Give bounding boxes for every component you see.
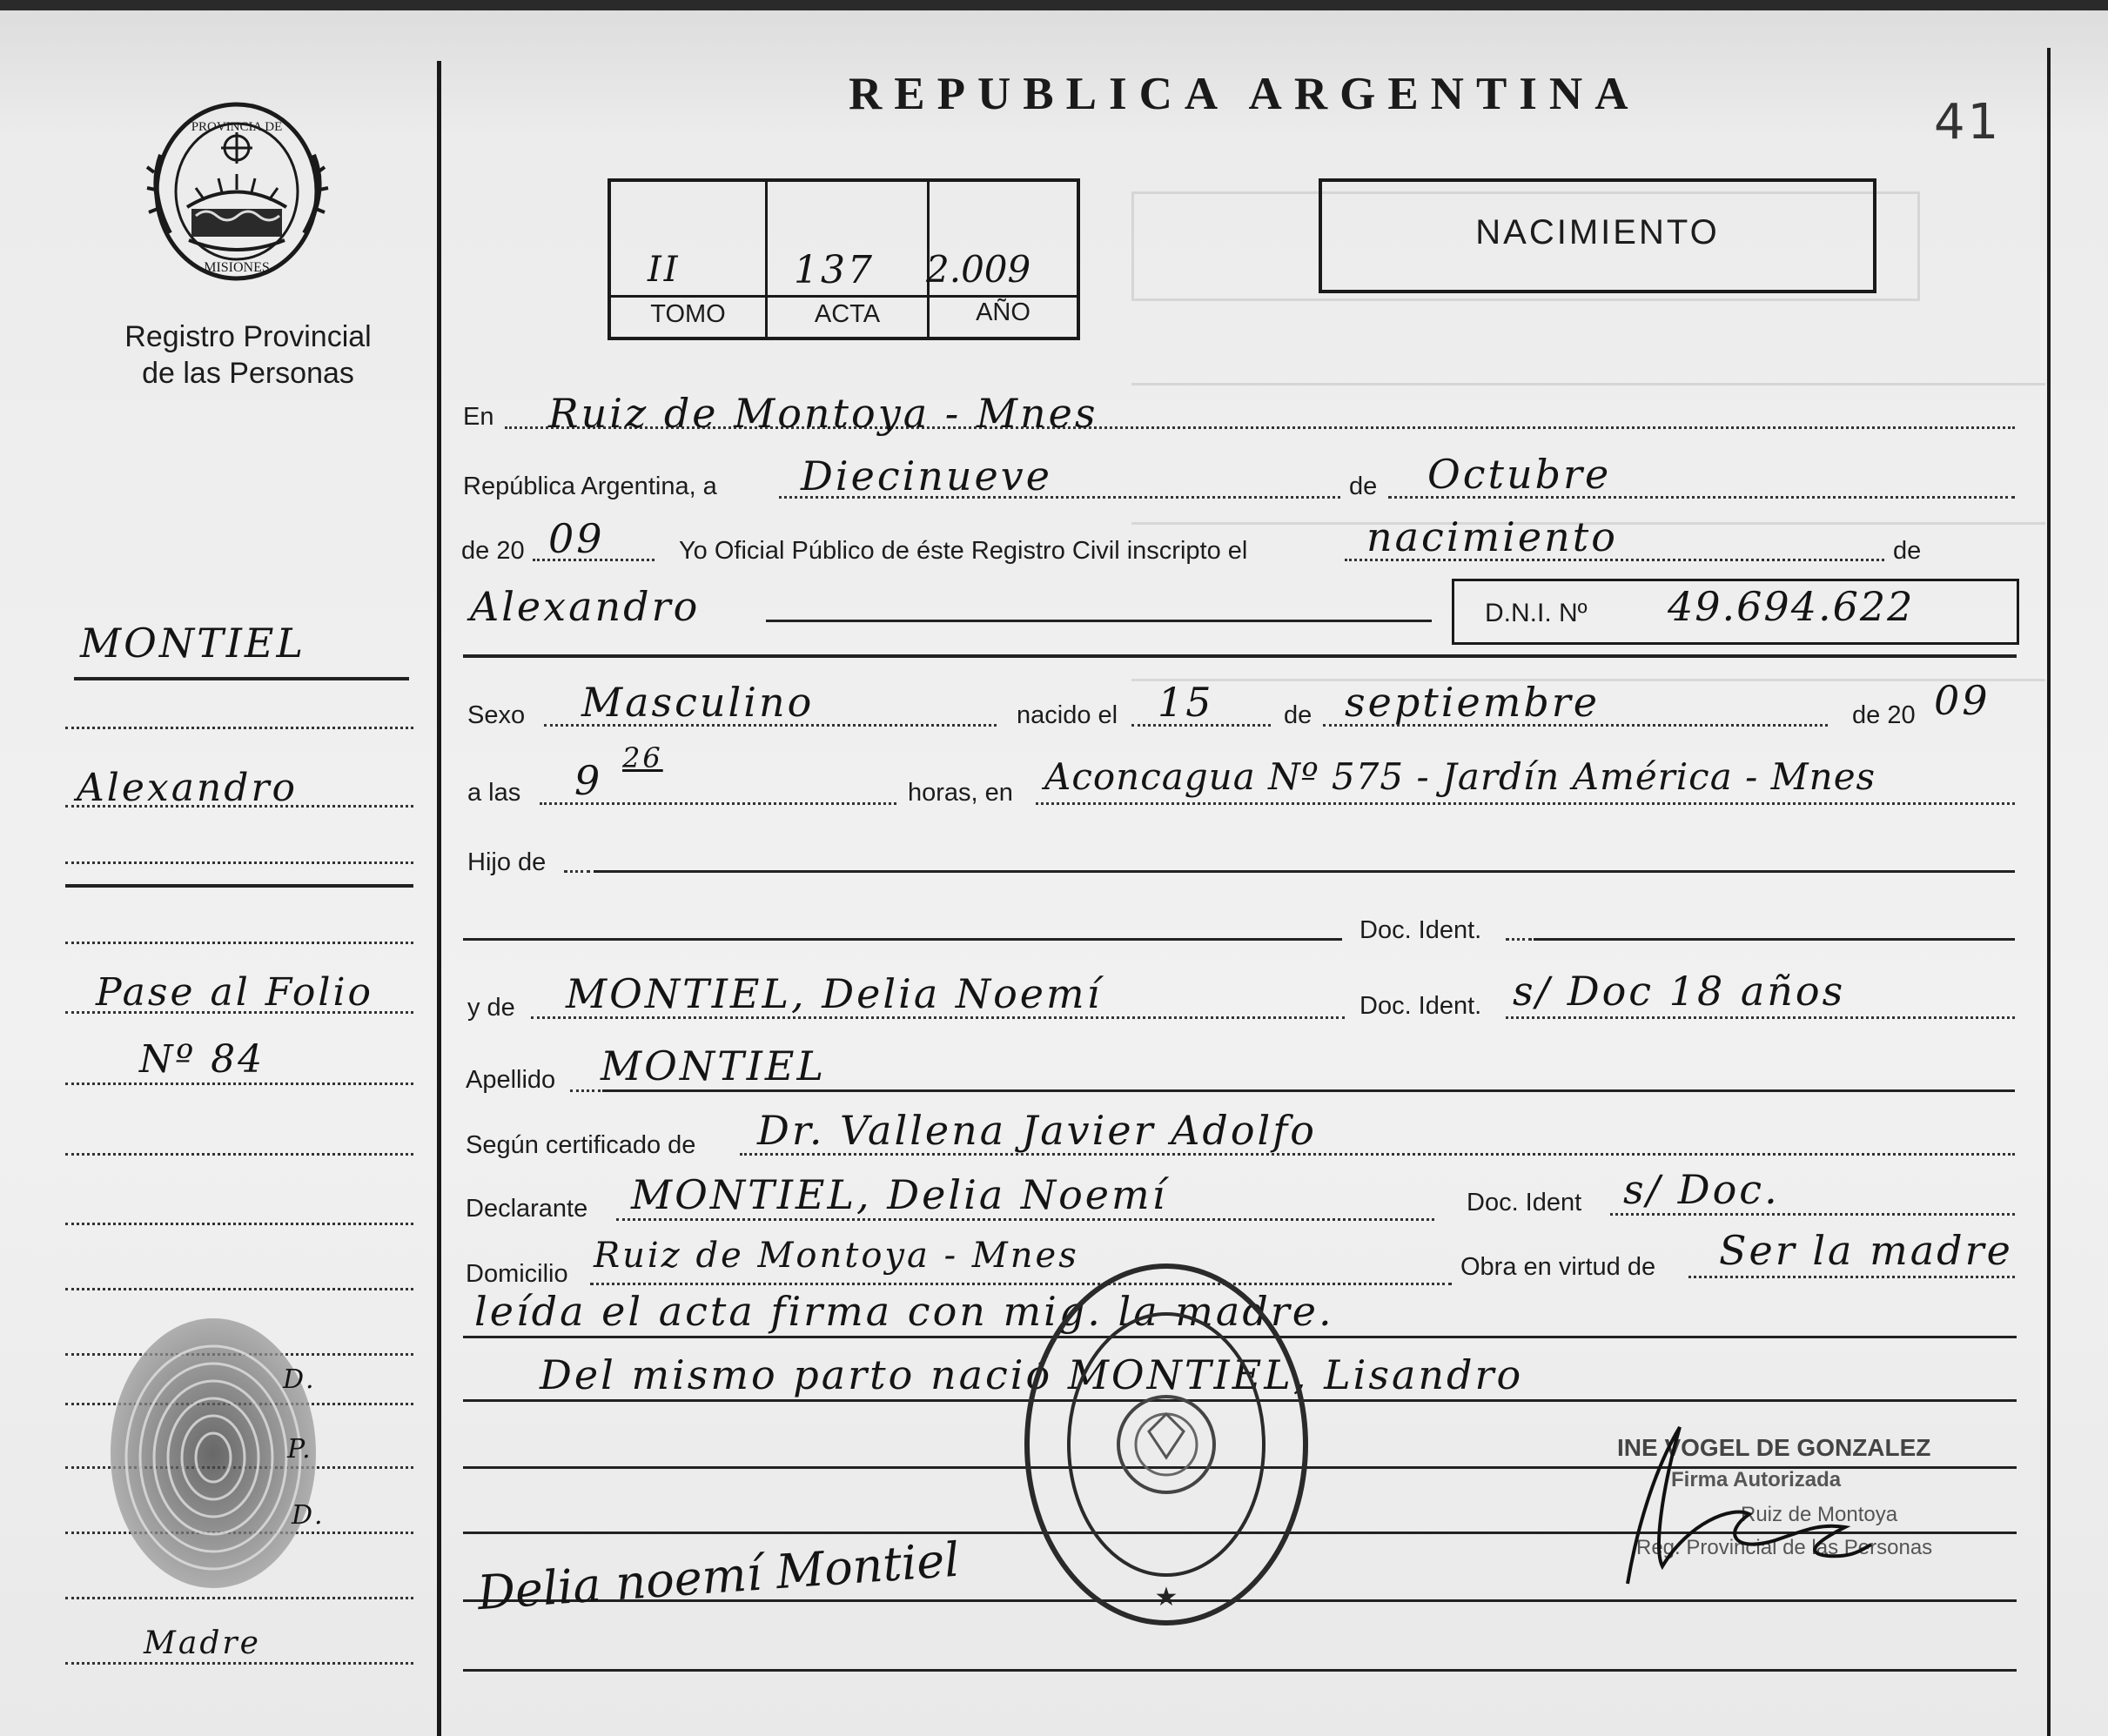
madre-value: MONTIEL, Delia Noemí xyxy=(566,970,1103,1017)
de-label-3: de xyxy=(1284,701,1312,729)
certificado-value: Dr. Vallena Javier Adolfo xyxy=(757,1107,1317,1154)
tomo-label: TOMO xyxy=(650,300,726,328)
margin-line xyxy=(65,1662,413,1665)
form-line xyxy=(1506,1016,2015,1019)
inscripto-value: nacimiento xyxy=(1366,513,1618,560)
nacido-mes-value: septiembre xyxy=(1345,679,1600,726)
margin-line xyxy=(65,1153,413,1156)
margin-line xyxy=(65,1597,413,1599)
hijo-label: Hijo de xyxy=(467,848,547,876)
domicilio-value: Ruiz de Montoya - Mnes xyxy=(594,1236,1079,1276)
declarante-doc-value: s/ Doc. xyxy=(1623,1166,1780,1213)
official-office: Ruiz de Montoya xyxy=(1741,1503,1898,1526)
doc-ident-label-2: Doc. Ident. xyxy=(1359,992,1482,1020)
anio-value: 2.009 xyxy=(926,248,1031,291)
record-type-box xyxy=(1319,178,1876,293)
dni-value: 49.694.622 xyxy=(1668,583,1915,630)
declarante-label: Declarante xyxy=(466,1195,588,1223)
apellido-value: MONTIEL xyxy=(601,1042,827,1089)
official-name: INE VOGEL DE GONZALEZ xyxy=(1617,1434,1931,1461)
record-type-label: NACIMIENTO xyxy=(1475,213,1720,251)
form-line xyxy=(463,1669,2017,1672)
top-edge-shadow xyxy=(0,0,2108,10)
page-number: 41 xyxy=(1934,94,2002,151)
margin-line xyxy=(65,727,413,729)
margin-line xyxy=(65,884,413,888)
sexo-value: Masculino xyxy=(581,679,815,726)
acta-label: ACTA xyxy=(814,300,881,328)
de20-label: de 20 xyxy=(461,537,525,565)
margin-nombre: Alexandro xyxy=(77,766,298,810)
de-label-2: de xyxy=(1893,537,1922,565)
margin-line xyxy=(74,677,409,680)
country-heading: REPUBLICA ARGENTINA xyxy=(849,69,1641,119)
segun-label: Según certificado de xyxy=(466,1131,696,1159)
en-label: En xyxy=(463,403,494,431)
margin-d-label: D. xyxy=(283,1364,317,1395)
nacido-label: nacido el xyxy=(1017,701,1118,729)
form-line xyxy=(616,1218,1434,1221)
de-label: de xyxy=(1349,473,1378,500)
margin-line xyxy=(65,1082,413,1085)
margin-line xyxy=(65,1288,413,1290)
margin-pase-folio: Pase al Folio xyxy=(96,970,374,1015)
margin-apellido: MONTIEL xyxy=(80,620,306,667)
margin-d2-label: D. xyxy=(292,1500,326,1531)
mes-value: Octubre xyxy=(1427,451,1612,498)
nota-1: leída el acta firma con mig. la madre. xyxy=(474,1288,1334,1335)
form-line xyxy=(463,654,2017,658)
sexo-label: Sexo xyxy=(467,701,526,729)
form-line xyxy=(564,870,590,873)
registry-delegation-stamp xyxy=(1018,1253,1314,1636)
madre-doc-value: s/ Doc 18 años xyxy=(1513,968,1846,1015)
doc-ident-label-3: Doc. Ident xyxy=(1467,1189,1582,1217)
form-line xyxy=(1506,938,1532,941)
hora-min-value: 26 xyxy=(622,741,663,774)
oficial-label: Yo Oficial Público de éste Registro Civil inscripto el xyxy=(679,537,1248,565)
dia-value: Diecinueve xyxy=(801,452,1052,499)
obra-label: Obra en virtud de xyxy=(1460,1253,1656,1281)
tomo-value: II xyxy=(648,250,681,290)
margin-line xyxy=(65,1223,413,1225)
acta-value: 137 xyxy=(794,248,875,292)
yde-label: y de xyxy=(467,994,515,1022)
doc-ident-label: Doc. Ident. xyxy=(1359,916,1482,944)
nacido-dia-value: 15 xyxy=(1158,679,1214,726)
registry-name-line1: Registro Provincial xyxy=(124,320,372,353)
official-title: Firma Autorizada xyxy=(1671,1468,1842,1491)
lugar-value: Aconcagua Nº 575 - Jardín América - Mnes xyxy=(1044,755,1876,798)
margin-divider-line xyxy=(437,61,441,1736)
svg-text:★: ★ xyxy=(1154,1582,1178,1612)
form-line xyxy=(1534,938,2015,941)
de20-label-2: de 20 xyxy=(1852,701,1916,729)
margin-madre-label: Madre xyxy=(144,1625,261,1661)
form-line xyxy=(602,1089,2015,1092)
declarante-signature: Delia noemí Montiel xyxy=(475,1532,962,1621)
republica-label: República Argentina, a xyxy=(463,473,717,500)
form-line xyxy=(1036,802,2015,805)
form-line xyxy=(1610,1213,2015,1216)
seal-bottom-text: MISIONES xyxy=(204,260,270,275)
horas-label: horas, en xyxy=(908,779,1013,807)
dni-label: D.N.I. Nº xyxy=(1485,599,1588,627)
misiones-coat-of-arms-icon xyxy=(144,94,331,290)
dni-box xyxy=(1452,579,2019,645)
seal-top-text: PROVINCIA DE xyxy=(191,120,283,134)
obra-value: Ser la madre xyxy=(1719,1227,2013,1274)
margin-folio-number: Nº 84 xyxy=(139,1037,265,1082)
form-line xyxy=(570,1089,601,1092)
form-line xyxy=(766,620,1432,622)
hora-value: 9 xyxy=(574,757,603,804)
alas-label: a las xyxy=(467,779,521,807)
nombre-value: Alexandro xyxy=(470,583,701,630)
margin-line xyxy=(65,861,413,864)
declarante-value: MONTIEL, Delia Noemí xyxy=(631,1171,1168,1218)
official-registry: Reg. Provincial de las Personas xyxy=(1636,1536,1933,1559)
domicilio-label: Domicilio xyxy=(466,1260,568,1288)
form-line xyxy=(1688,1276,2015,1278)
en-value: Ruiz de Montoya - Mnes xyxy=(548,390,1098,437)
nacido-anio-value: 09 xyxy=(1934,677,1991,724)
right-border-line xyxy=(2047,48,2051,1736)
apellido-label: Apellido xyxy=(466,1066,556,1094)
official-signature-scribble xyxy=(1601,1401,1880,1601)
anio-label: AÑO xyxy=(976,298,1031,326)
margin-line xyxy=(65,942,413,944)
registry-name-line2: de las Personas xyxy=(142,357,354,390)
record-id-table xyxy=(608,178,1080,340)
nota-2: Del mismo parto nació MONTIEL, Lisandro xyxy=(540,1351,1524,1398)
form-line xyxy=(463,938,1342,941)
form-line xyxy=(594,870,2015,873)
anio-suffix-value: 09 xyxy=(548,515,605,562)
margin-p-label: P. xyxy=(287,1434,313,1465)
